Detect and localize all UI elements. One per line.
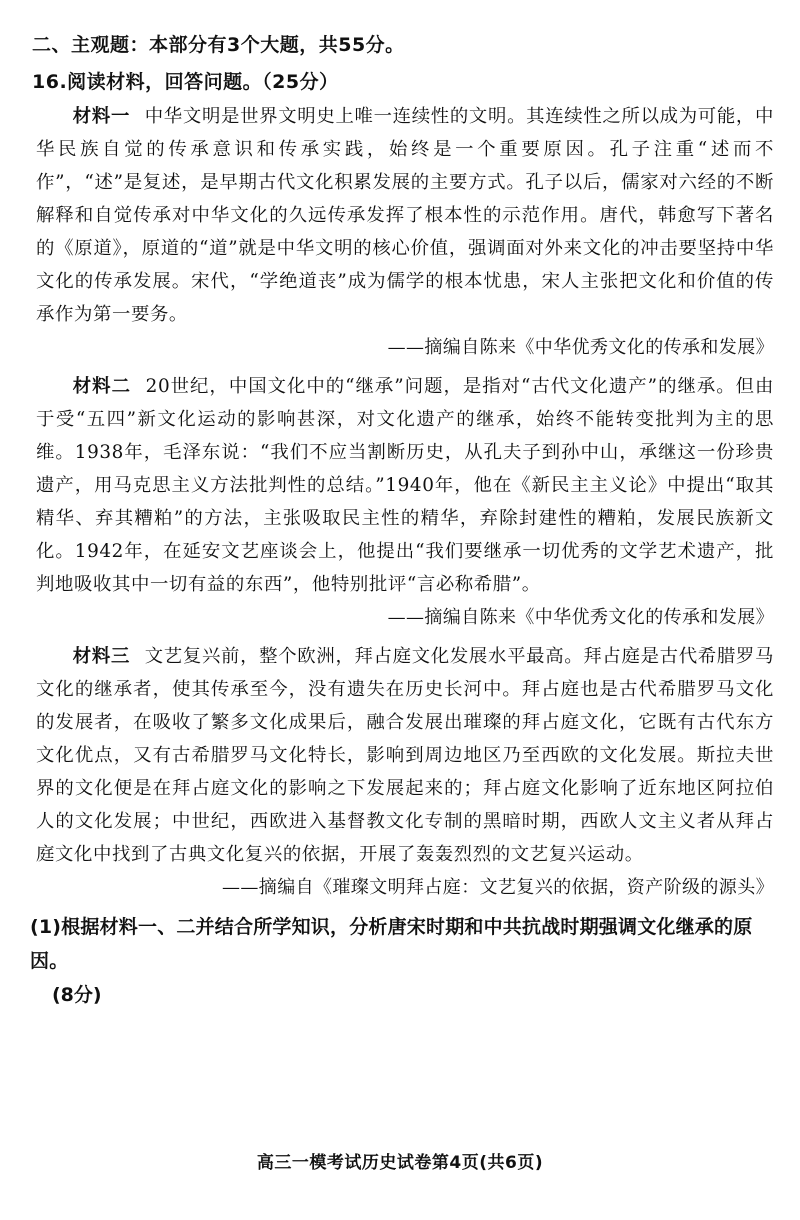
question-title: 16.阅读材料，回答问题。（25分） [32, 71, 339, 93]
material-1-paragraph [36, 100, 774, 331]
material-2-source: ——摘编自陈来《中华优秀文化的传承和发展》 [387, 607, 774, 628]
section-title: 二、主观题：本部分有3个大题，共55分。 [32, 34, 405, 56]
material-2 [36, 370, 774, 601]
material-3 [36, 640, 774, 871]
material-3-text: 文艺复兴前，整个欧洲，拜占庭文化发展水平最高。拜占庭是古代希腊罗马文化的继承者，使其传承至今，没有遗失在历史长河中。拜占庭也是古代希腊罗马文化的发展者，在吸收了繁多文化成果后，融合发展出璀璨的拜占庭文化，它既有古代东方文化优点，又有古希腊罗马文化特长，影响到周边地区乃至西欧的文化发展。斯拉夫世界的文化便是在拜占庭文化的影响之下发展起来的；拜占庭文化影响了近东地区阿拉伯人的文化发展；中世纪，西欧进入基督教文化专制的黑暗时期，西欧人文主义者从拜占庭文化中找到了古典文化复兴的依据，开展了轰轰烈烈的文艺复兴运动。 [36, 646, 774, 865]
sub-question-1: (1)根据材料一、二并结合所学知识，分析唐宋时期和中共抗战时期强调文化继承的原因。 [30, 916, 753, 972]
material-1-source: ——摘编自陈来《中华优秀文化的传承和发展》 [387, 337, 774, 358]
material-1 [36, 100, 774, 331]
material-3-paragraph [36, 640, 774, 871]
material-1-text: 中华文明是世界文明史上唯一连续性的文明。其连续性之所以成为可能，中华民族自觉的传承意识和传承实践，始终是一个重要原因。孔子注重“述而不作”，“述”是复述，是早期古代文化积累发展的主要方式。孔子以后，儒家对六经的不断解释和自觉传承对中华文化的久远传承发挥了根本性的示范作用。唐代，韩愈写下著名的《原道》，原道的“道”就是中华文明的核心价值，强调面对外来文化的冲击要坚持中华文化的传承发展。宋代，“学绝道丧”成为儒学的根本忧患，宋人主张把文化和价值的传承作为第一要务。 [36, 106, 774, 325]
material-3-source: ——摘编自《璀璨文明拜占庭：文艺复兴的依据，资产阶级的源头》 [222, 877, 774, 898]
material-3-label: 材料三 [72, 646, 131, 667]
material-1-label: 材料一 [72, 106, 131, 127]
page-footer: 高三一模考试历史试卷第4页(共6页) [256, 1153, 544, 1173]
material-2-label: 材料二 [72, 376, 131, 397]
material-2-paragraph [36, 370, 774, 601]
material-2-text: 20世纪，中国文化中的“继承”问题，是指对“古代文化遗产”的继承。但由于受“五四”新文化运动的影响甚深，对文化遗产的继承，始终不能转变批判为主的思维。1938年，毛泽东说：“我们不应当割断历史，从孔夫子到孙中山，承继这一份珍贵遗产，用马克思主义方法批判性的总结。”1940年，他在《新民主主义论》中提出“取其精华、弃其糟粕”的方法，主张吸取民主性的精华，弃除封建性的糟粕，发展民族新文化。1942年，在延安文艺座谈会上，他提出“我们要继承一切优秀的文学艺术遗产，批判地吸收其中一切有益的东西”，他特别批评“言必称希腊”。 [36, 376, 774, 595]
sub-question-1-score: (8分) [52, 984, 102, 1006]
